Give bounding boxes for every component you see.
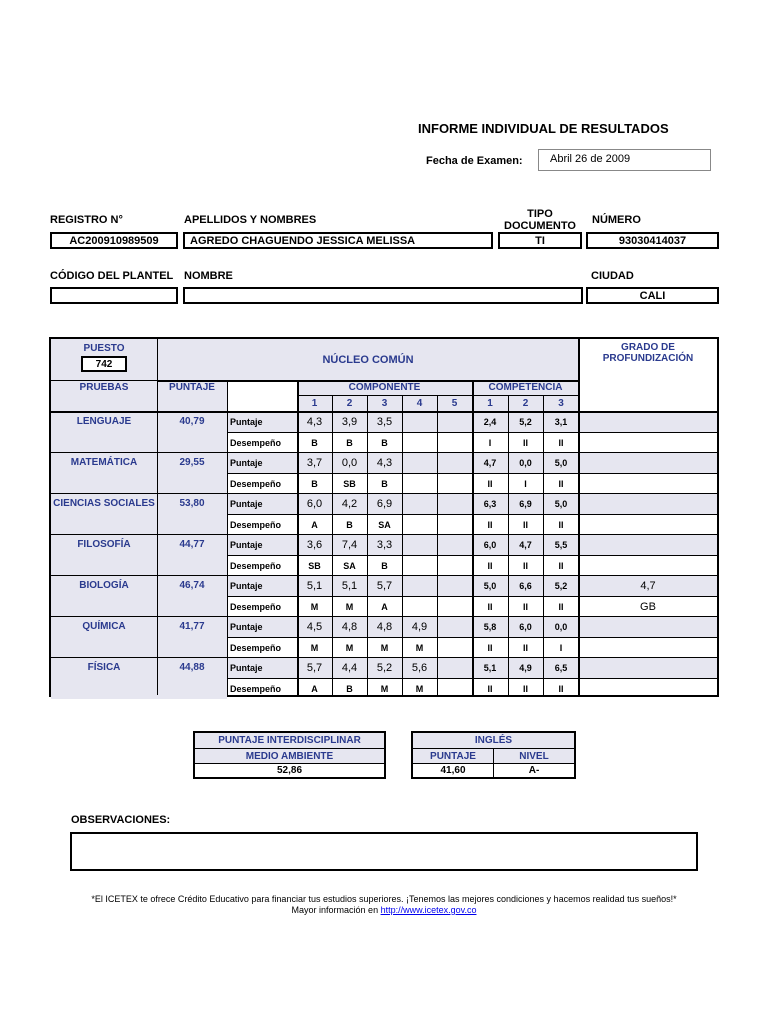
grado-desempeno: [579, 515, 717, 535]
competencia-puntaje: 5,1: [472, 658, 508, 678]
componente-desempeno: [402, 433, 437, 453]
subject-name: CIENCIAS SOCIALES: [51, 494, 157, 535]
competencia-desempeno: II: [487, 684, 493, 694]
grado-desempeno: [579, 556, 717, 576]
componente-desempeno: M: [345, 602, 354, 612]
componente-puntaje: 4,8: [332, 617, 367, 637]
subject-name: MATEMÁTICA: [51, 453, 157, 494]
competencia-desempeno: II: [487, 561, 493, 571]
competencia-desempeno: II: [558, 479, 564, 489]
grado-desempeno: [579, 433, 717, 453]
row-label-puntaje: Puntaje: [227, 535, 297, 555]
grado-header-line1: GRADO DE: [621, 342, 675, 353]
competencia-desempeno: II: [558, 520, 564, 530]
componente-desempeno: M: [310, 602, 319, 612]
componente-puntaje: 5,1: [297, 576, 332, 596]
row-label-puntaje: Puntaje: [227, 412, 297, 432]
pruebas-header: PRUEBAS: [51, 380, 157, 411]
componente-puntaje: 4,2: [332, 494, 367, 514]
puntaje-header: PUNTAJE: [157, 380, 227, 411]
ingles-nivel-label: NIVEL: [494, 749, 574, 763]
ingles-nivel: A-: [528, 765, 540, 776]
competencia-puntaje: 6,6: [508, 576, 543, 596]
competencia-puntaje: 2,4: [472, 412, 508, 432]
componente-puntaje: 4,3: [297, 412, 332, 432]
medio-ambiente-label: MEDIO AMBIENTE: [195, 749, 384, 763]
componente-puntaje: [437, 494, 472, 514]
observaciones-box: [70, 832, 698, 871]
competencia-header: COMPETENCIA: [472, 380, 579, 395]
componente-puntaje: 6,0: [297, 494, 332, 514]
competencia-col-2: 2: [508, 396, 543, 411]
componente-puntaje: [437, 617, 472, 637]
subject-name: FILOSOFÍA: [51, 535, 157, 576]
componente-desempeno: [402, 474, 437, 494]
subject-score: 46,74: [157, 576, 227, 617]
numero-label: NÚMERO: [592, 214, 641, 226]
subject-score: 44,88: [157, 658, 227, 699]
competencia-puntaje: 4,9: [508, 658, 543, 678]
tipo-doc-label-line2: DOCUMENTO: [504, 220, 576, 232]
componente-desempeno: [437, 515, 472, 535]
grado-desempeno: GB: [640, 601, 656, 613]
footer-text: *El ICETEX te ofrece Crédito Educativo para financiar tus estudios superiores. ¡Tenemos las mejores condiciones y hacemos realidad tus sueños!*: [91, 894, 677, 904]
componente-puntaje: 4,4: [332, 658, 367, 678]
grado-desempeno: [579, 638, 717, 658]
competencia-puntaje: 5,0: [543, 494, 579, 514]
componente-puntaje: 3,7: [297, 453, 332, 473]
codigo-label: CÓDIGO DEL PLANTEL: [50, 270, 174, 282]
componente-desempeno: B: [381, 438, 388, 448]
nombres-label: APELLIDOS Y NOMBRES: [184, 214, 317, 226]
componente-desempeno: [437, 638, 472, 658]
componente-puntaje: 7,4: [332, 535, 367, 555]
componente-col-1: 1: [297, 396, 332, 411]
nombre-plantel-label: NOMBRE: [184, 270, 233, 282]
competencia-puntaje: 0,0: [508, 453, 543, 473]
grado-puntaje: [579, 617, 717, 637]
competencia-desempeno: II: [558, 561, 564, 571]
competencia-desempeno: II: [522, 643, 528, 653]
componente-desempeno: B: [346, 684, 353, 694]
nombres-field: AGREDO CHAGUENDO JESSICA MELISSA: [183, 232, 493, 249]
componente-puntaje: 4,5: [297, 617, 332, 637]
ciudad-label: CIUDAD: [591, 270, 634, 282]
competencia-puntaje: 5,8: [472, 617, 508, 637]
numero-field: 93030414037: [586, 232, 719, 249]
competencia-col-3: 3: [543, 396, 579, 411]
row-label-desempeno: Desempeño: [230, 643, 282, 653]
icetex-link[interactable]: http://www.icetex.gov.co: [380, 905, 477, 915]
componente-desempeno: [402, 515, 437, 535]
competencia-desempeno: II: [522, 520, 528, 530]
competencia-puntaje: 5,2: [508, 412, 543, 432]
componente-col-5: 5: [437, 396, 472, 411]
componente-puntaje: 4,3: [367, 453, 402, 473]
competencia-desempeno: II: [487, 602, 493, 612]
componente-col-4: 4: [402, 396, 437, 411]
competencia-desempeno: II: [487, 643, 493, 653]
footer-info: [0, 905, 768, 915]
competencia-puntaje: 4,7: [472, 453, 508, 473]
competencia-puntaje: 6,3: [472, 494, 508, 514]
componente-puntaje: [402, 576, 437, 596]
competencia-puntaje: 5,0: [543, 453, 579, 473]
ciudad-field: CALI: [586, 287, 719, 304]
row-label-puntaje: Puntaje: [227, 617, 297, 637]
componente-desempeno: [437, 679, 472, 699]
competencia-puntaje: 3,1: [543, 412, 579, 432]
componente-desempeno: B: [381, 479, 388, 489]
componente-desempeno: M: [380, 643, 389, 653]
competencia-col-1: 1: [472, 396, 508, 411]
row-label-puntaje: Puntaje: [227, 576, 297, 596]
grado-puntaje: [579, 453, 717, 473]
grado-header-line2: PROFUNDIZACIÓN: [602, 353, 694, 364]
componente-puntaje: [437, 535, 472, 555]
componente-puntaje: [402, 535, 437, 555]
componente-desempeno: A: [311, 520, 318, 530]
componente-puntaje: [437, 412, 472, 432]
componente-puntaje: 3,3: [367, 535, 402, 555]
componente-puntaje: [437, 453, 472, 473]
grado-desempeno: [579, 679, 717, 699]
row-label-puntaje: Puntaje: [227, 658, 297, 678]
registro-label: REGISTRO N°: [50, 214, 123, 226]
footer-info-prefix: Mayor información en: [291, 905, 381, 915]
row-label-desempeno: Desempeño: [230, 438, 282, 448]
componente-puntaje: 5,2: [367, 658, 402, 678]
grado-header: [579, 339, 717, 411]
observaciones-label: OBSERVACIONES:: [71, 814, 171, 826]
row-label-desempeno: Desempeño: [230, 520, 282, 530]
componente-puntaje: 5,7: [367, 576, 402, 596]
row-label-desempeno: Desempeño: [230, 561, 282, 571]
competencia-puntaje: 6,0: [472, 535, 508, 555]
grado-puntaje: [579, 658, 717, 678]
nombre-plantel-field: [183, 287, 583, 304]
competencia-puntaje: 6,5: [543, 658, 579, 678]
componente-puntaje: 5,7: [297, 658, 332, 678]
componente-desempeno: A: [381, 602, 388, 612]
componente-desempeno: [437, 474, 472, 494]
competencia-puntaje: 0,0: [543, 617, 579, 637]
competencia-desempeno: II: [487, 520, 493, 530]
competencia-desempeno: I: [524, 479, 527, 489]
componente-puntaje: 3,6: [297, 535, 332, 555]
competencia-desempeno: II: [522, 438, 528, 448]
competencia-puntaje: 4,7: [508, 535, 543, 555]
competencia-desempeno: II: [522, 684, 528, 694]
componente-desempeno: [437, 433, 472, 453]
componente-desempeno: B: [346, 438, 353, 448]
competencia-desempeno: I: [559, 643, 563, 653]
registro-field: AC200910989509: [50, 232, 178, 249]
row-label-puntaje: Puntaje: [227, 453, 297, 473]
componente-desempeno: B: [311, 438, 318, 448]
subject-score: 53,80: [157, 494, 227, 535]
ingles-table: [411, 731, 576, 779]
ingles-title: INGLÉS: [413, 733, 574, 748]
interdisciplinar-title: PUNTAJE INTERDISCIPLINAR: [195, 733, 384, 748]
codigo-field: [50, 287, 178, 304]
componente-desempeno: B: [311, 479, 318, 489]
componente-puntaje: [402, 453, 437, 473]
competencia-desempeno: I: [488, 438, 492, 448]
grado-puntaje: [579, 535, 717, 555]
componente-puntaje: 6,9: [367, 494, 402, 514]
report-title: INFORME INDIVIDUAL DE RESULTADOS: [418, 121, 669, 136]
componente-puntaje: [437, 658, 472, 678]
exam-date-field: Abril 26 de 2009: [538, 149, 711, 171]
competencia-desempeno: II: [522, 561, 528, 571]
competencia-puntaje: 6,0: [508, 617, 543, 637]
subject-name: FÍSICA: [51, 658, 157, 699]
subject-score: 40,79: [157, 412, 227, 453]
grado-desempeno: [579, 474, 717, 494]
subject-score: 44,77: [157, 535, 227, 576]
puesto-label: PUESTO: [83, 342, 125, 354]
row-label-puntaje: Puntaje: [227, 494, 297, 514]
tipo-doc-field: TI: [498, 232, 582, 249]
componente-puntaje: 0,0: [332, 453, 367, 473]
interdisciplinar-score: 52,86: [276, 765, 303, 776]
competencia-desempeno: II: [487, 479, 493, 489]
row-label-desempeno: Desempeño: [230, 684, 282, 694]
results-grid: [49, 337, 719, 697]
grado-puntaje: [579, 494, 717, 514]
componente-desempeno: SB: [308, 561, 321, 571]
subject-name: BIOLOGÍA: [51, 576, 157, 617]
componente-header: COMPONENTE: [297, 380, 472, 395]
subject-score: 29,55: [157, 453, 227, 494]
componente-puntaje: [402, 494, 437, 514]
ingles-puntaje-label: PUNTAJE: [413, 749, 493, 763]
componente-col-3: 3: [367, 396, 402, 411]
componente-desempeno: M: [345, 643, 354, 653]
competencia-puntaje: 5,0: [472, 576, 508, 596]
row-label-desempeno: Desempeño: [230, 602, 282, 612]
subject-score: 41,77: [157, 617, 227, 658]
componente-puntaje: 4,9: [402, 617, 437, 637]
componente-puntaje: 5,1: [332, 576, 367, 596]
componente-puntaje: [402, 412, 437, 432]
componente-desempeno: M: [310, 643, 319, 653]
componente-desempeno: B: [381, 561, 388, 571]
componente-puntaje: 3,5: [367, 412, 402, 432]
componente-puntaje: 5,6: [402, 658, 437, 678]
nucleo-comun-header: NÚCLEO COMÚN: [157, 339, 579, 380]
puesto-value: 742: [81, 356, 127, 372]
componente-puntaje: [437, 576, 472, 596]
grado-puntaje: 4,7: [579, 576, 717, 596]
competencia-desempeno: II: [558, 438, 564, 448]
grado-puntaje: [579, 412, 717, 432]
componente-desempeno: [437, 556, 472, 576]
componente-col-2: 2: [332, 396, 367, 411]
exam-date-label: Fecha de Examen:: [426, 155, 523, 167]
competencia-desempeno: II: [558, 602, 564, 612]
componente-desempeno: A: [311, 684, 318, 694]
componente-desempeno: SA: [343, 561, 356, 571]
componente-puntaje: 3,9: [332, 412, 367, 432]
componente-desempeno: SA: [378, 520, 391, 530]
componente-desempeno: M: [380, 684, 389, 694]
subject-name: LENGUAJE: [51, 412, 157, 453]
interdisciplinar-table: [193, 731, 386, 779]
competencia-puntaje: 6,9: [508, 494, 543, 514]
componente-desempeno: B: [346, 520, 353, 530]
subject-name: QUÍMICA: [51, 617, 157, 658]
componente-desempeno: [402, 556, 437, 576]
competencia-puntaje: 5,2: [543, 576, 579, 596]
componente-desempeno: SB: [343, 479, 356, 489]
tipo-doc-label: [496, 208, 584, 232]
competencia-puntaje: 5,5: [543, 535, 579, 555]
componente-desempeno: M: [415, 684, 424, 694]
ingles-puntaje: 41,60: [440, 765, 466, 776]
componente-desempeno: M: [415, 643, 424, 653]
componente-puntaje: 4,8: [367, 617, 402, 637]
competencia-desempeno: II: [558, 684, 564, 694]
competencia-desempeno: II: [522, 602, 528, 612]
row-label-desempeno: Desempeño: [230, 479, 282, 489]
tipo-doc-label-line1: TIPO: [527, 208, 553, 220]
componente-desempeno: [437, 597, 472, 617]
componente-desempeno: [402, 597, 437, 617]
